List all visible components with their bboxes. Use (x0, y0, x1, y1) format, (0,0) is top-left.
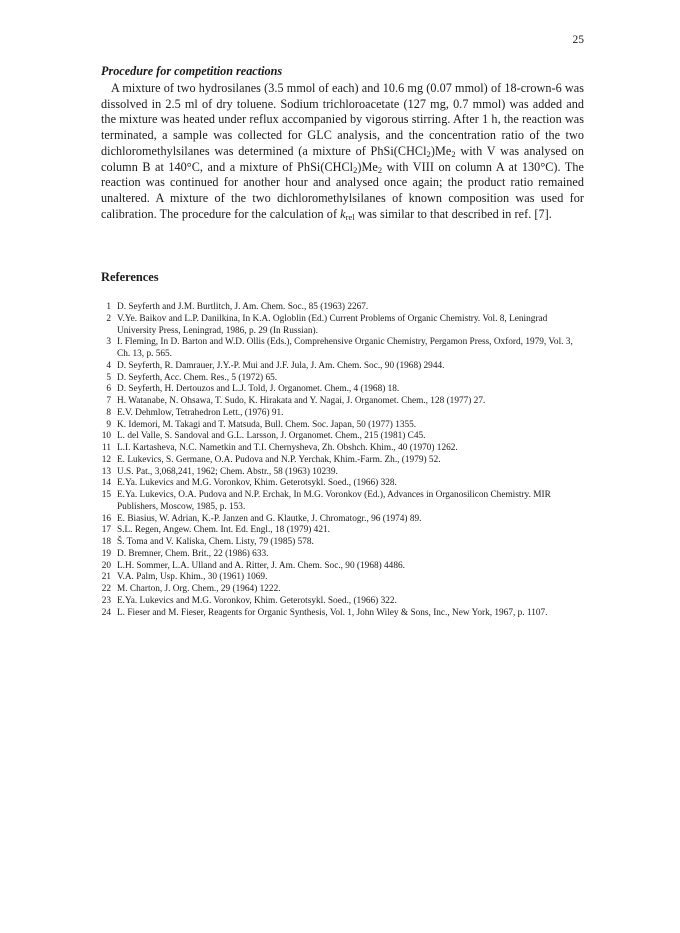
reference-number: 6 (106, 384, 111, 395)
reference-item (101, 420, 584, 432)
reference-item (101, 549, 584, 561)
reference-text: Š. Toma and V. Kaliska, Chem. Listy, 79 (1985) 578. (117, 537, 314, 547)
reference-item (101, 490, 584, 514)
reference-text: L. Fieser and M. Fieser, Reagents for Organic Synthesis, Vol. 1, John Wiley & Sons, Inc., New York, 1967, p. 1107. (117, 607, 548, 618)
reference-number: 12 (101, 454, 111, 465)
reference-number: 2 (106, 313, 111, 324)
reference-item (101, 584, 584, 596)
reference-item (101, 478, 584, 490)
reference-item (101, 467, 584, 479)
text-run: with V was analysed on column B at 140°C, and a mixture of PhSi(CHCl (101, 143, 584, 174)
reference-text: L.H. Sommer, L.A. Ulland and A. Ritter, J. Am. Chem. Soc., 90 (1968) 4486. (117, 560, 405, 571)
reference-number: 4 (106, 360, 111, 371)
reference-item (101, 408, 584, 420)
reference-number: 5 (106, 372, 111, 383)
reference-item (101, 302, 584, 314)
references-heading: References (101, 270, 159, 284)
reference-number: 18 (101, 537, 111, 547)
reference-item (101, 561, 584, 573)
subscript: 2 (377, 164, 383, 175)
reference-number: 11 (102, 443, 111, 453)
reference-text: D. Seyferth, H. Dertouzos and L.J. Told, J. Organomet. Chem., 4 (1968) 18. (117, 384, 400, 395)
reference-item (101, 514, 584, 526)
text-run: with VIII on column A at 130°C). The reaction was continued for another hour and analysed once again; the product ratio remained unaltered. A mixture of the two dichloromethylsilanes of known composition was used for calibration. The procedure for the calculation of (101, 159, 584, 221)
reference-item (101, 337, 584, 361)
reference-item (101, 596, 584, 608)
italic-symbol: k (340, 206, 346, 221)
reference-text: U.S. Pat., 3,068,241, 1962; Chem. Abstr., 58 (1963) 10239. (117, 466, 338, 477)
text-run: A mixture of two hydrosilanes (3.5 mmol of each) and 10.6 mg (0.07 mmol) of 18-crown-6 was dissolved in 2.5 ml of dry toluene. Sodium trichloroacetate (127 mg, 0.7 mmol) was added and the mixture was heated under reflux accompanied by vigorous stirring. After 1 h, the reaction was terminated, a sample was collected for GLC analysis, and the concentration ratio of the two dichloromethylsilanes was determined (a mixture of PhSi(CHCl (101, 81, 584, 158)
reference-text: I. Fleming, In D. Barton and W.D. Ollis (Eds.), Comprehensive Organic Chemistry, Pergamon Press, Oxford, 1979, Vol. 3, Ch. 13, p. 565. (117, 337, 573, 359)
subscript: 2 (426, 148, 431, 159)
reference-number: 13 (101, 466, 111, 477)
procedure-paragraph (101, 81, 584, 222)
reference-number: 7 (106, 396, 111, 406)
reference-text: L.I. Kartasheva, N.C. Nametkin and T.I. Chernysheva, Zh. Obshch. Khim., 40 (1970) 1262. (117, 443, 458, 453)
text-run: )Me (430, 143, 452, 158)
reference-number: 15 (101, 490, 111, 500)
reference-text: S.L. Regen, Angew. Chem. Int. Ed. Engl., 18 (1979) 421. (117, 525, 330, 536)
reference-item (101, 537, 584, 549)
reference-text: E. Biasius, W. Adrian, K.-P. Janzen and G. Klautke, J. Chromatogr., 96 (1974) 89. (117, 513, 422, 524)
reference-number: 21 (101, 572, 111, 583)
page-number: 25 (572, 34, 584, 46)
reference-item (101, 361, 584, 373)
reference-text: D. Bremner, Chem. Brit., 22 (1986) 633. (117, 548, 269, 559)
reference-text: D. Seyferth, R. Damrauer, J.Y.-P. Mui and J.F. Jula, J. Am. Chem. Soc., 90 (1968) 2944. (117, 360, 445, 371)
reference-text: V.Ye. Baikov and L.P. Danilkina, In K.A. Ogloblin (Ed.) Current Problems of Organic Chemistry. Vol. 8, Leningrad University Press, Leningrad, 1986, p. 29 (In Russian). (117, 313, 548, 336)
reference-text: E. Lukevics, S. Germane, O.A. Pudova and N.P. Yerchak, Khim.-Farm. Zh., (1979) 52. (117, 454, 441, 465)
reference-number: 8 (106, 407, 111, 418)
subscript: rel (345, 211, 355, 222)
reference-item (101, 431, 584, 443)
reference-text: E.Ya. Lukevics and M.G. Voronkov, Khim. Geterotsykl. Soed., (1966) 322. (117, 595, 397, 606)
reference-item (101, 396, 584, 408)
reference-text: E.V. Dehmlow, Tetrahedron Lett., (1976) 91. (117, 407, 284, 418)
reference-number: 17 (101, 525, 111, 536)
reference-item (101, 384, 584, 396)
reference-number: 1 (106, 302, 111, 312)
reference-text: H. Watanabe, N. Ohsawa, T. Sudo, K. Hirakata and Y. Nagai, J. Organomet. Chem., 128 (1977) 27. (117, 396, 486, 406)
reference-text: V.A. Palm, Usp. Khim., 30 (1961) 1069. (117, 572, 268, 583)
reference-text: M. Charton, J. Org. Chem., 29 (1964) 1222. (117, 584, 281, 594)
reference-number: 10 (101, 431, 111, 442)
reference-text: E.Ya. Lukevics, O.A. Pudova and N.P. Erchak, In M.G. Voronkov (Ed.), Advances in Organosilicon Chemistry. MIR Publishers, Moscow, 1985, p. 153. (117, 490, 551, 512)
reference-item (101, 608, 584, 620)
reference-number: 20 (101, 560, 111, 571)
text-run: )Me (357, 159, 378, 174)
reference-text: D. Seyferth and J.M. Burtlitch, J. Am. Chem. Soc., 85 (1963) 2267. (117, 302, 369, 312)
reference-item (101, 443, 584, 455)
reference-item (101, 373, 584, 385)
reference-number: 22 (101, 584, 111, 594)
reference-number: 9 (106, 419, 111, 430)
reference-text: D. Seyferth, Acc. Chem. Res., 5 (1972) 65. (117, 372, 278, 383)
text-run: was similar to that described in ref. [7]. (354, 206, 552, 221)
reference-item (101, 455, 584, 467)
reference-number: 3 (106, 337, 111, 348)
reference-list (101, 302, 584, 619)
reference-item (101, 572, 584, 584)
procedure-section (101, 64, 584, 222)
procedure-heading: Procedure for competition reactions (101, 64, 283, 78)
reference-text: K. Idemori, M. Takagi and T. Matsuda, Bull. Chem. Soc. Japan, 50 (1977) 1355. (117, 419, 417, 430)
reference-text: L. del Valle, S. Sandoval and G.L. Larsson, J. Organomet. Chem., 215 (1981) C45. (117, 431, 426, 442)
reference-number: 14 (101, 478, 111, 489)
reference-number: 19 (101, 548, 111, 559)
reference-number: 23 (101, 595, 111, 606)
reference-item (101, 525, 584, 537)
reference-text: E.Ya. Lukevics and M.G. Voronkov, Khim. Geterotsykl. Soed., (1966) 328. (117, 478, 397, 489)
subscript: 2 (353, 164, 358, 175)
reference-item (101, 314, 584, 338)
subscript: 2 (451, 148, 456, 159)
reference-number: 16 (101, 513, 111, 524)
reference-number: 24 (101, 607, 111, 618)
